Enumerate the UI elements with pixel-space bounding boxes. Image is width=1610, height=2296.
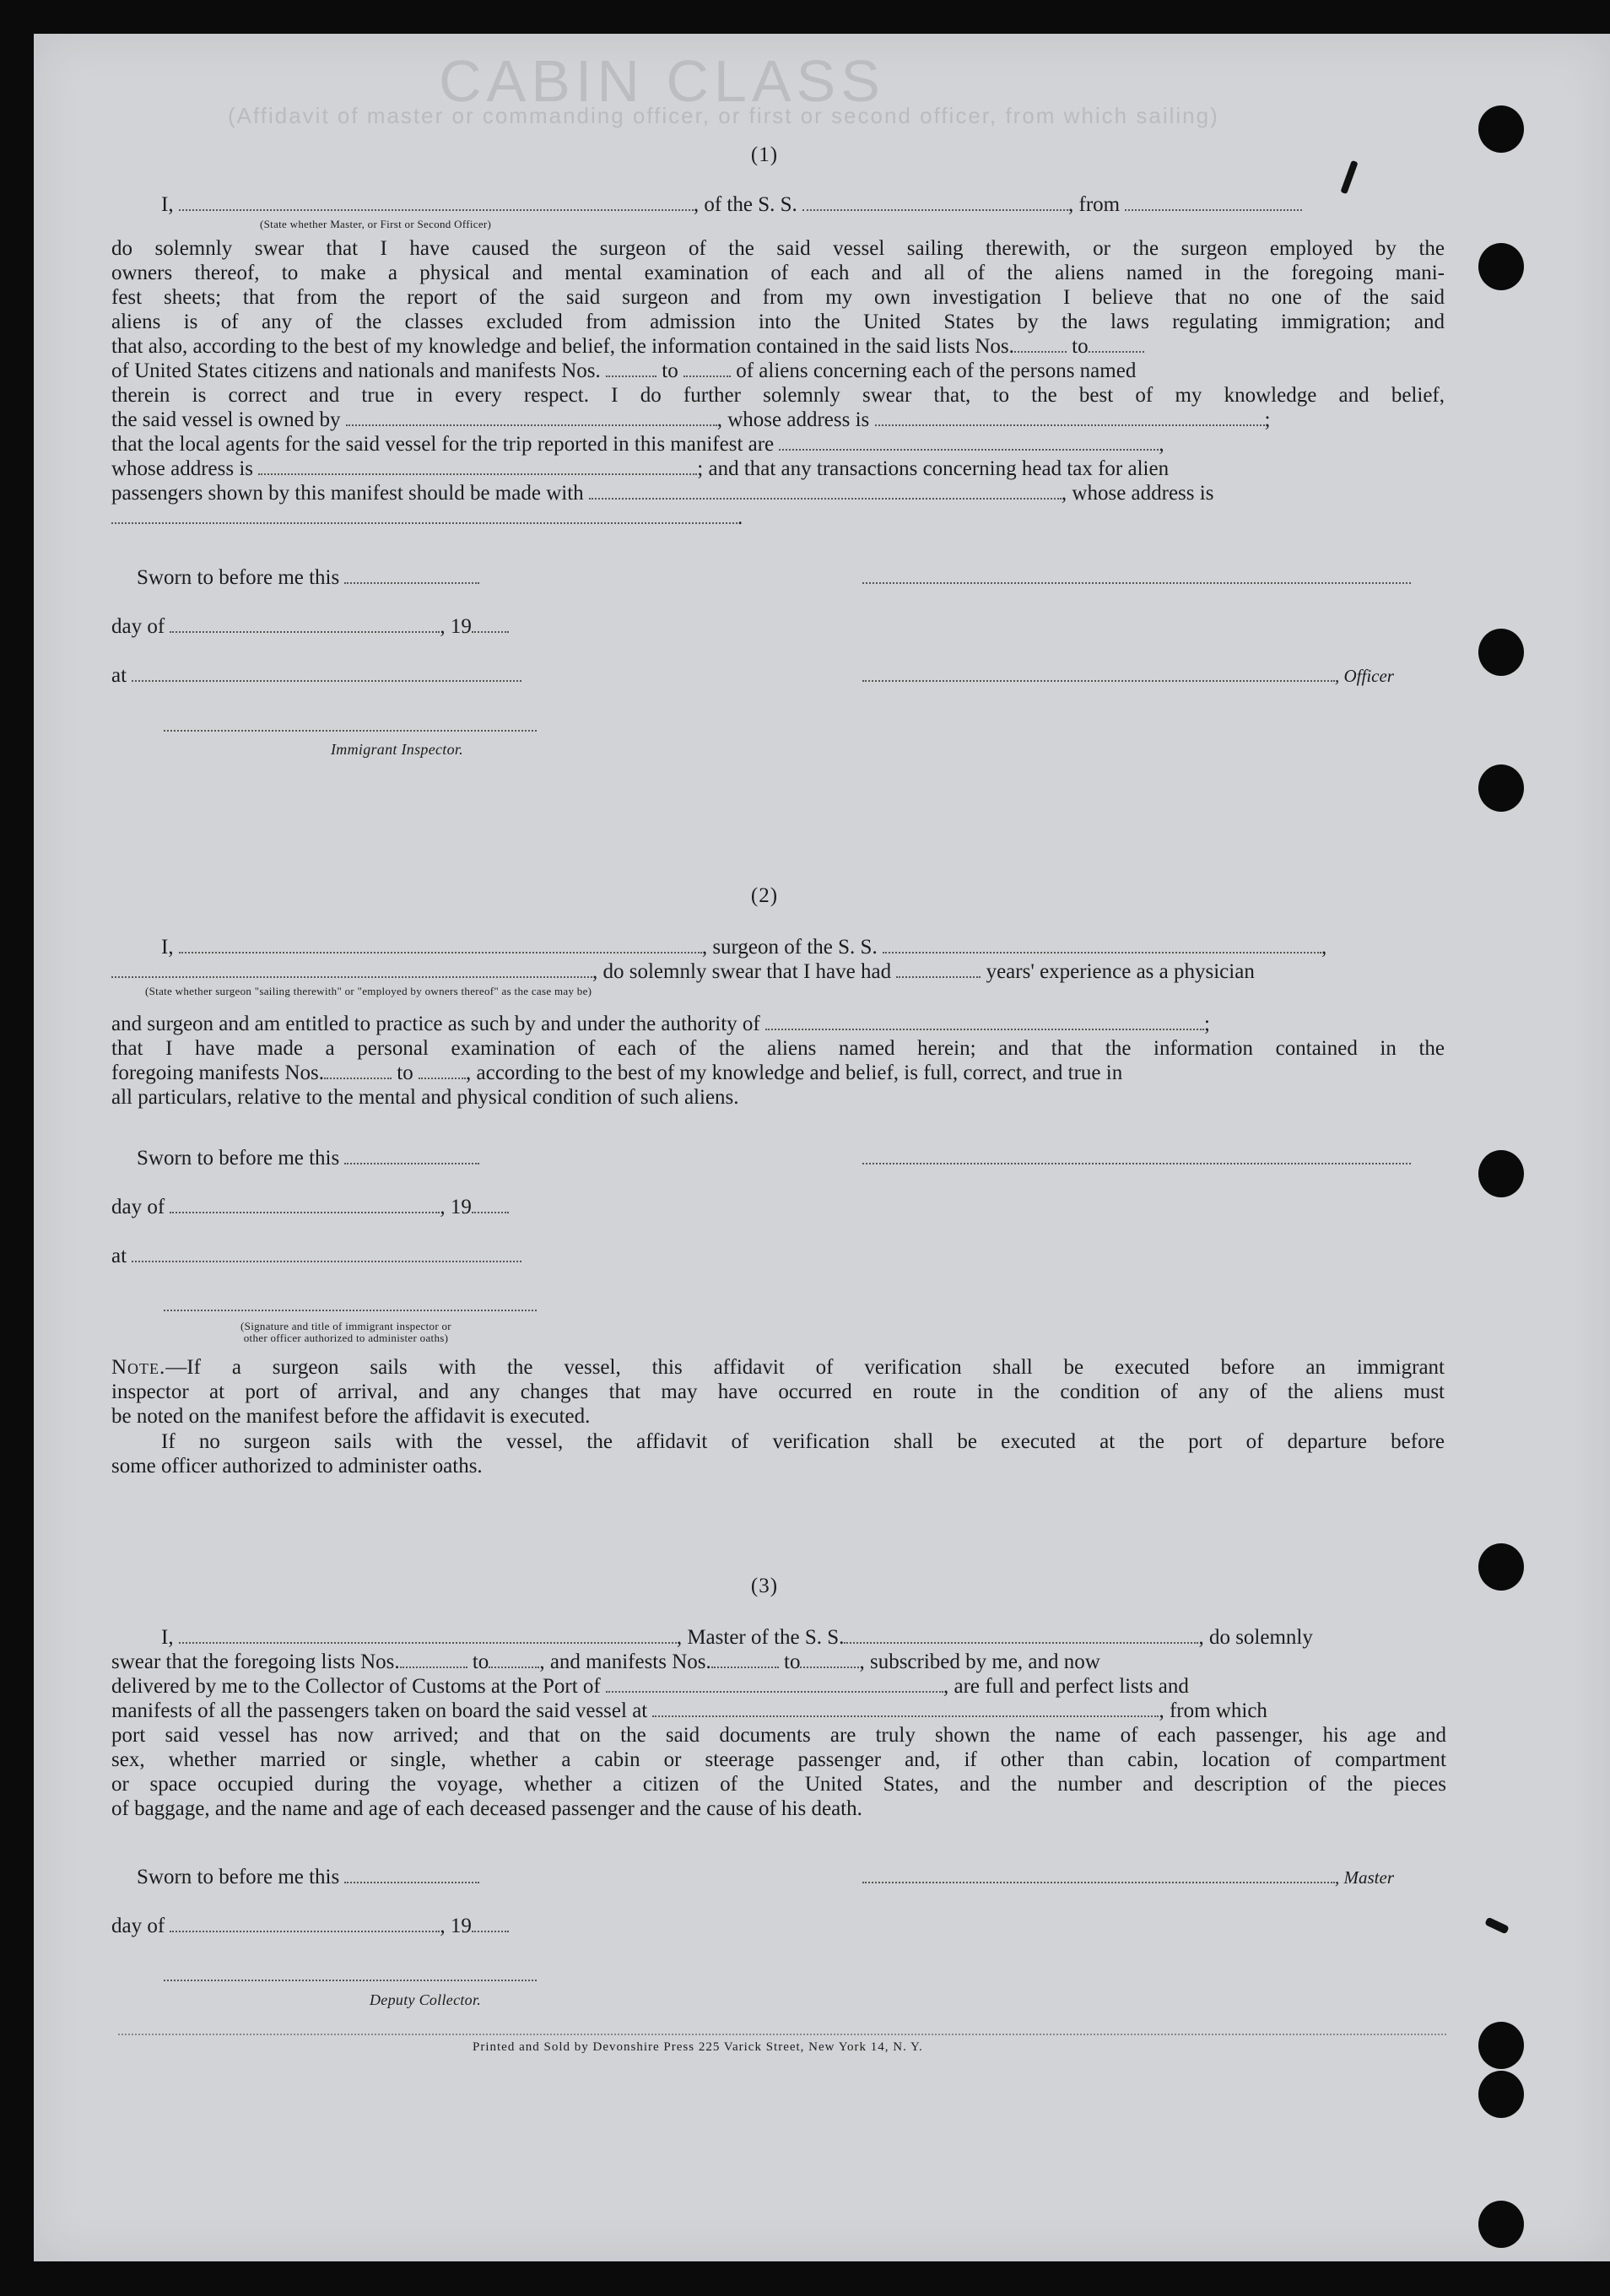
s2-sig-note-2: other officer authorized to administer oaths) bbox=[243, 1332, 449, 1344]
officer-rank-field[interactable] bbox=[179, 194, 694, 211]
s1-sworn-line bbox=[137, 565, 479, 591]
s2-line-5 bbox=[111, 1061, 1122, 1086]
s2-surgeon-name-field[interactable] bbox=[179, 937, 702, 954]
s1-para-12 bbox=[111, 505, 743, 531]
s1-owned-by-label: the said vessel is owned by bbox=[111, 408, 341, 431]
s1-at-field[interactable] bbox=[132, 665, 521, 682]
s3-deputy-field[interactable] bbox=[164, 1964, 537, 1981]
s3-subscribed-label: , subscribed by me, and now bbox=[859, 1650, 1100, 1673]
s1-sworn-date-field[interactable] bbox=[344, 567, 479, 584]
s3-day-of-label: day of bbox=[111, 1915, 165, 1937]
s2-signature-field[interactable] bbox=[862, 1148, 1411, 1164]
s2-year-label: , 19 bbox=[440, 1196, 472, 1218]
agents-field[interactable] bbox=[779, 434, 1159, 451]
s1-para-10 bbox=[111, 456, 1169, 482]
s3-solemnly-label: , do solemnly bbox=[1198, 1626, 1313, 1649]
faint-header-subtitle: (Affidavit of master or commanding officer, or first or second officer, from which sailing) bbox=[228, 103, 1219, 128]
s1-headtax-label: ; and that any transactions concerning head tax for alien bbox=[697, 457, 1170, 480]
punch-hole bbox=[1478, 2071, 1524, 2118]
s3-manifests-label: , and manifests Nos. bbox=[539, 1650, 711, 1673]
s3-sworn-date-field[interactable] bbox=[344, 1867, 479, 1883]
s3-i-label: I, bbox=[161, 1626, 174, 1649]
faint-header-title: CABIN CLASS bbox=[439, 48, 885, 114]
s2-sworn-label: Sworn to before me this bbox=[137, 1147, 340, 1170]
s2-inspector-line bbox=[164, 1293, 537, 1318]
s2-years-label: years' experience as a physician bbox=[986, 960, 1255, 983]
note-label: Note. bbox=[111, 1356, 166, 1379]
s2-correct-label: , according to the best of my knowledge and belief, is full, correct, and true in bbox=[466, 1062, 1123, 1084]
s1-para-7: therein is correct and true in every respect. I do further solemnly swear that, to the best of my knowledge and belief, bbox=[111, 384, 1445, 407]
s2-at-label: at bbox=[111, 1245, 127, 1267]
lists-to-field[interactable] bbox=[1089, 336, 1144, 353]
s2-day-of-label: day of bbox=[111, 1196, 165, 1218]
s1-para-3: fest sheets; that from the report of the said surgeon and from my own investigation I believe that no one of the said bbox=[111, 286, 1445, 309]
owner-field[interactable] bbox=[346, 409, 717, 426]
note-line-2: inspector at port of arrival, and any changes that may have occurred en route in the condition of any of the aliens must bbox=[111, 1380, 1445, 1403]
s1-sworn-label: Sworn to before me this bbox=[137, 566, 340, 589]
s1-day-line bbox=[111, 614, 509, 640]
lists-from-field[interactable] bbox=[1014, 336, 1067, 353]
s1-address-label: , whose address is bbox=[716, 408, 870, 431]
s1-inspector-field[interactable] bbox=[164, 715, 537, 732]
s3-deputy-line bbox=[164, 1963, 537, 1988]
s1-para-11 bbox=[111, 481, 1213, 506]
note-line-3: be noted on the manifest before the affidavit is executed. bbox=[111, 1405, 591, 1428]
s3-para-6: sex, whether married or single, whether a cabin or steerage passenger and, if other than cabin, location of compartment bbox=[111, 1748, 1446, 1771]
s2-at-line bbox=[111, 1244, 521, 1269]
punch-hole bbox=[1478, 1543, 1524, 1591]
s2-type-note: (State whether surgeon "sailing therewith" or "employed by owners thereof" as the case may be) bbox=[145, 985, 592, 997]
s3-para-8: of baggage, and the name and age of each deceased passenger and the cause of his death. bbox=[111, 1797, 862, 1820]
s2-line-3 bbox=[111, 1012, 1210, 1037]
s3-manifests-from-field[interactable] bbox=[711, 1651, 779, 1668]
agents-address-field[interactable] bbox=[258, 458, 697, 475]
manifests-from-field[interactable] bbox=[606, 360, 656, 377]
s1-inspector-line bbox=[164, 713, 537, 738]
manifests-to-field[interactable] bbox=[683, 360, 731, 377]
section-1-number: (1) bbox=[750, 143, 779, 166]
s3-deputy-label: Deputy Collector. bbox=[370, 1991, 482, 2008]
ink-mark bbox=[1484, 1917, 1510, 1935]
s1-para-5 bbox=[111, 334, 1144, 359]
s1-officer-label: , Officer bbox=[1335, 666, 1394, 686]
s3-master-label: , Master of the S. S. bbox=[676, 1626, 845, 1649]
s3-to-label: to bbox=[472, 1650, 489, 1673]
s1-lists-label: that also, according to the best of my knowledge and belief, the information contained in the said lists Nos. bbox=[111, 335, 1014, 358]
s1-comma: , bbox=[1159, 433, 1164, 456]
s2-at-field[interactable] bbox=[132, 1245, 521, 1262]
s2-semicolon: ; bbox=[1204, 1013, 1210, 1035]
s1-aliens-label: of aliens concerning each of the persons named bbox=[736, 359, 1137, 382]
s3-day-field[interactable] bbox=[170, 1915, 440, 1932]
s1-ss-label: , of the S. S. bbox=[693, 193, 797, 216]
s1-line-1 bbox=[161, 192, 1302, 218]
s3-taken-port-field[interactable] bbox=[652, 1700, 1159, 1717]
s1-agents-address-label: whose address is bbox=[111, 457, 254, 480]
s1-para-9 bbox=[111, 432, 1164, 457]
s1-period: . bbox=[737, 506, 743, 529]
s2-line-2 bbox=[111, 959, 1255, 985]
s1-year-field[interactable] bbox=[472, 616, 509, 633]
note-line-5: some officer authorized to administer oaths. bbox=[111, 1455, 483, 1478]
s1-officer-line bbox=[862, 663, 1394, 689]
s3-para-5: port said vessel has now arrived; and that on the said documents are truly shown the name of each passenger, his age and bbox=[111, 1724, 1446, 1747]
s3-lists-label: swear that the foregoing lists Nos. bbox=[111, 1650, 400, 1673]
s3-master-sig-field[interactable] bbox=[862, 1867, 1335, 1883]
s3-lists-from-field[interactable] bbox=[400, 1651, 467, 1668]
s1-i-label: I, bbox=[161, 193, 174, 216]
s3-perfect-label: , are full and perfect lists and bbox=[943, 1675, 1189, 1698]
s3-collector-label: delivered by me to the Collector of Customs at the Port of bbox=[111, 1675, 601, 1698]
headtax-party-field[interactable] bbox=[589, 483, 1062, 500]
s2-day-field[interactable] bbox=[170, 1197, 440, 1213]
s1-agents-label: that the local agents for the said vessel for the trip reported in this manifest are bbox=[111, 433, 775, 456]
s3-vessel-field[interactable] bbox=[844, 1627, 1198, 1644]
s2-year-field[interactable] bbox=[472, 1197, 509, 1213]
s2-surgeon-type-field[interactable] bbox=[111, 961, 592, 978]
s1-para-8 bbox=[111, 408, 1270, 433]
printer-credit: Printed and Sold by Devonshire Press 225 Varick Street, New York 14, N. Y. bbox=[473, 2040, 923, 2054]
s2-i-label: I, bbox=[161, 936, 174, 959]
s2-vessel-field[interactable] bbox=[883, 937, 1321, 954]
s2-to-label: to bbox=[397, 1062, 413, 1084]
s3-sworn-label: Sworn to before me this bbox=[137, 1866, 340, 1888]
s1-para-4: aliens is of any of the classes excluded from admission into the United States by the laws regulating immigration; and bbox=[111, 311, 1445, 333]
s2-manifests-to-field[interactable] bbox=[419, 1062, 466, 1079]
s3-lists-to-field[interactable] bbox=[489, 1651, 539, 1668]
note-text-1: —If a surgeon sails with the vessel, this affidavit of verification shall be executed before an immigrant bbox=[165, 1356, 1445, 1379]
s3-line-4 bbox=[111, 1699, 1267, 1724]
s3-year-field[interactable] bbox=[472, 1915, 509, 1932]
s1-day-field[interactable] bbox=[170, 616, 440, 633]
s3-master-sig-line bbox=[862, 1865, 1394, 1890]
s2-signature-line bbox=[862, 1146, 1411, 1171]
s3-line-2 bbox=[111, 1650, 1100, 1675]
s1-officer-field[interactable] bbox=[862, 665, 1335, 682]
s1-semicolon: ; bbox=[1264, 408, 1271, 431]
s2-inspector-field[interactable] bbox=[164, 1294, 537, 1311]
s3-from-which-label: , from which bbox=[1159, 1699, 1267, 1722]
s3-master-sig-label: , Master bbox=[1335, 1867, 1394, 1888]
note-line-1 bbox=[111, 1355, 1445, 1380]
s3-day-line bbox=[111, 1914, 509, 1939]
punch-hole bbox=[1478, 764, 1524, 812]
footer-rule bbox=[118, 2034, 1446, 2035]
s1-para-1: do solemnly swear that I have caused the surgeon of the said vessel sailing therewith, or the surgeon employed by the bbox=[111, 237, 1445, 260]
s3-to-label-2: to bbox=[784, 1650, 801, 1673]
s2-comma: , bbox=[1321, 936, 1327, 959]
s2-sig-note-1: (Signature and title of immigrant inspector or bbox=[240, 1320, 451, 1332]
section-3-number: (3) bbox=[750, 1575, 779, 1597]
s2-day-line bbox=[111, 1195, 509, 1220]
punch-hole bbox=[1478, 629, 1524, 676]
s3-year-label: , 19 bbox=[440, 1915, 472, 1937]
s1-para-2: owners thereof, to make a physical and mental examination of each and all of the aliens named in the foregoing mani- bbox=[111, 262, 1445, 284]
s2-para-6: all particulars, relative to the mental and physical condition of such aliens. bbox=[111, 1086, 739, 1109]
s2-authority-field[interactable] bbox=[765, 1013, 1204, 1030]
s3-sworn-line bbox=[137, 1865, 479, 1890]
s2-swear-label: , do solemnly swear that I have had bbox=[592, 960, 892, 983]
section-2-number: (2) bbox=[750, 884, 779, 907]
s1-at-label: at bbox=[111, 664, 127, 687]
s3-master-name-field[interactable] bbox=[179, 1627, 677, 1644]
s3-manifests-to-field[interactable] bbox=[800, 1651, 859, 1668]
vessel-name-field[interactable] bbox=[802, 194, 1068, 211]
s3-taken-label: manifests of all the passengers taken on board the said vessel at bbox=[111, 1699, 648, 1722]
s3-port-field[interactable] bbox=[606, 1676, 943, 1693]
s1-para-6 bbox=[111, 359, 1136, 384]
form-page bbox=[34, 34, 1610, 2261]
s1-from-label: , from bbox=[1068, 193, 1121, 216]
s2-manifests-label: foregoing manifests Nos. bbox=[111, 1062, 325, 1084]
s2-line-1 bbox=[161, 935, 1326, 960]
s1-to-label: to bbox=[1072, 335, 1089, 358]
headtax-address-field[interactable] bbox=[111, 507, 737, 524]
note-line-4: If no surgeon sails with the vessel, the affidavit of verification shall be executed at the port of departure before bbox=[161, 1430, 1445, 1453]
s1-year-label: , 19 bbox=[440, 615, 472, 638]
s2-sworn-date-field[interactable] bbox=[344, 1148, 479, 1164]
s2-sworn-line bbox=[137, 1146, 479, 1171]
s1-signature-field[interactable] bbox=[862, 567, 1411, 584]
ink-mark bbox=[1340, 160, 1358, 194]
s2-authority-label: and surgeon and am entitled to practice as such by and under the authority of bbox=[111, 1013, 760, 1035]
punch-hole bbox=[1478, 105, 1524, 153]
s1-inspector-label: Immigrant Inspector. bbox=[331, 741, 463, 758]
s1-rank-note: (State whether Master, or First or Second Officer) bbox=[260, 218, 492, 230]
punch-hole bbox=[1478, 243, 1524, 290]
s1-day-of-label: day of bbox=[111, 615, 165, 638]
punch-hole bbox=[1478, 2022, 1524, 2069]
s2-para-4: that I have made a personal examination of each of the aliens named herein; and that the information contained in the bbox=[111, 1037, 1445, 1060]
s1-manifests-label: of United States citizens and nationals and manifests Nos. bbox=[111, 359, 601, 382]
s3-line-3 bbox=[111, 1674, 1189, 1699]
s2-years-field[interactable] bbox=[896, 961, 981, 978]
s1-signature-line bbox=[862, 565, 1411, 591]
punch-hole bbox=[1478, 1150, 1524, 1197]
s2-ss-label: , surgeon of the S. S. bbox=[701, 936, 878, 959]
from-port-field[interactable] bbox=[1125, 194, 1302, 211]
punch-hole bbox=[1478, 2201, 1524, 2248]
owner-address-field[interactable] bbox=[875, 409, 1265, 426]
s1-party-address-label: , whose address is bbox=[1061, 482, 1214, 505]
s2-manifests-from-field[interactable] bbox=[324, 1062, 392, 1079]
s3-line-1 bbox=[161, 1625, 1313, 1650]
s1-at-line bbox=[111, 663, 521, 689]
s1-to-label-2: to bbox=[662, 359, 678, 382]
s3-para-7: or space occupied during the voyage, whether a citizen of the United States, and the number and description of the pieces bbox=[111, 1773, 1446, 1796]
s1-made-with-label: passengers shown by this manifest should be made with bbox=[111, 482, 584, 505]
